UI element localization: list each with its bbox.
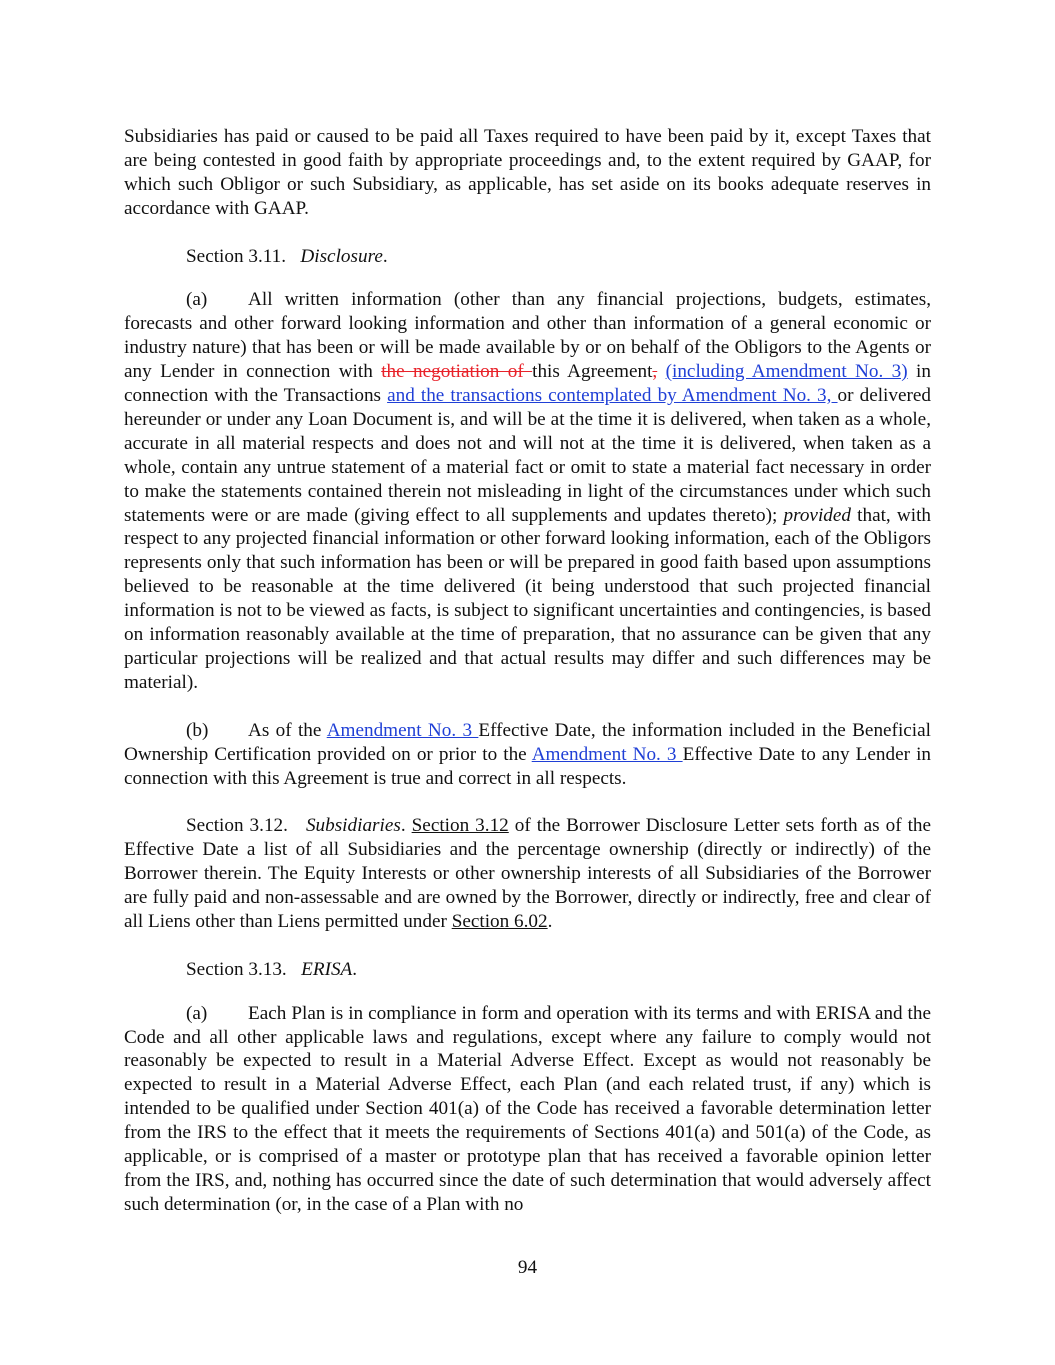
text (657, 361, 665, 382)
continuation-paragraph: Subsidiaries has paid or caused to be paid all Taxes required to have been paid by it, except Taxes that are being contested in good faith by appropriate proceedings and, to the extent required by GAAP, for which such Obligor or such Subsidiary, as applicable, has set aside on its books adequate reserves in accordance with GAAP. (124, 126, 931, 219)
section-3-11-para-a (124, 288, 931, 694)
section-3-12-paragraph (124, 814, 931, 934)
clause-label: (a) (186, 1002, 208, 1024)
section-reference: Section 6.02 (451, 910, 548, 932)
text: Effective Date to any Lender in connection with this Agreement is true and correct in all respects. (124, 743, 931, 789)
page-number: 94 (517, 1257, 538, 1278)
section-title-suffix: . (382, 245, 388, 267)
text: of the Borrower Disclosure Letter sets forth as of the Effective Date a list of all Subsidiaries and the percentage ownership (directly or indirectly) of the Borrower therein. The Equity Interests or other ownership interests of all Subsidiaries of the Borrower are fully paid and non-assessable and are owned by the Borrower, directly or indirectly, free and clear of all Liens other than Liens permitted under (124, 815, 932, 932)
section-number: Section 3.13. (186, 958, 287, 980)
section-title-suffix: . (400, 815, 412, 837)
section-3-13-para-a (124, 1002, 931, 1217)
text: All written information (other than any financial projections, budgets, estimates, forecasts and other forward looking information and other than information of a general economic or industry nature) that has been or will be made available by or on behalf of the Obligors to the Agents or any Lender in connection with (124, 289, 931, 383)
section-title-suffix: . (352, 958, 358, 980)
inserted-text: Amendment No. 3 (326, 719, 479, 741)
text: in connection with the Transactions (124, 361, 931, 407)
section-3-11-para-b (124, 719, 931, 791)
clause-label: (b) (186, 719, 209, 741)
italic-term: provided (783, 504, 851, 526)
section-title: ERISA (301, 958, 353, 980)
text: that, with respect to any projected financial information or other forward looking information, each of the Obligors represents only that such information has been or will be prepared in good faith based upon assumptions believed to be reasonable at the time delivered (it being understood that such projected financial information is not to be viewed as facts, is subject to significant uncertainties and contingencies, is based on information reasonably available at the time of preparation, that no assurance can be given that any particular projections will be realized and that actual results may differ and such differences may be material). (124, 504, 931, 693)
inserted-text: (including Amendment No. 3) (665, 361, 908, 383)
section-number: Section 3.12. (186, 815, 288, 837)
text: . (547, 910, 553, 932)
text: As of the (248, 719, 327, 741)
clause-label: (a) (186, 289, 208, 311)
inserted-text: Amendment No. 3 (531, 743, 683, 765)
section-reference: Section 3.12 (411, 815, 509, 837)
inserted-text: and the transactions contemplated by Amendment No. 3, (387, 385, 838, 407)
section-3-11-heading (124, 245, 931, 269)
section-3-13-heading (124, 958, 931, 982)
text: or delivered hereunder or under any Loan Document is, and will be at the time it is delivered, when taken as a whole, accurate in all material respects and does not and will not at the time it is delivered, when taken as a whole, contain any untrue statement of a material fact or omit to state a material fact necessary in order to make the statements contained therein not misleading in light of the circumstances under which such statements were or are made (giving effect to all supplements and updates thereto); (124, 385, 931, 526)
section-title: Subsidiaries (305, 815, 401, 837)
section-number: Section 3.11. (186, 245, 287, 267)
text: Each Plan is in compliance in form and operation with its terms and with ERISA and the Code and all other applicable laws and regulations, except where any failure to comply would not reasonably be expected to result in a Material Adverse Effect. Except as would not reasonably be expected to result in a Material Adverse Effect, each Plan (and each related trust, if any) which is intended to be qualified under Section 401(a) of the Code has received a favorable determination letter from the IRS to the effect that it meets the requirements of Sections 401(a) and 501(a) of the Code, as applicable, or is comprised of a master or prototype plan that has received a favorable opinion letter from the IRS, and, nothing has occurred since the date of such determination that would adversely affect such determination (or, in the case of a Plan with no (124, 1002, 931, 1215)
deleted-text: , (652, 361, 658, 383)
document-page (124, 125, 931, 1217)
deleted-text: the negotiation of (381, 361, 533, 383)
section-title: Disclosure (300, 245, 383, 267)
text: this Agreement (532, 361, 653, 383)
text: Effective Date, the information included in the Beneficial Ownership Certification provided on or prior to the (124, 719, 931, 765)
